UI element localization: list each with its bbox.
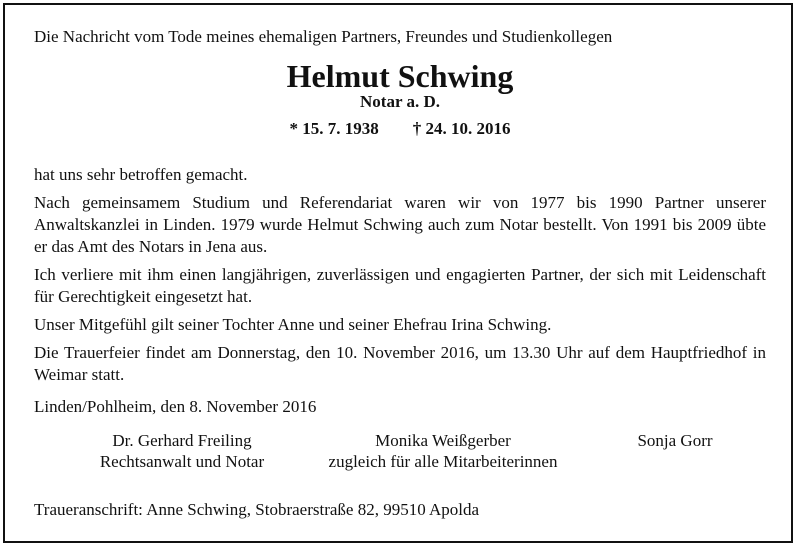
paragraph: hat uns sehr betroffen gemacht. [34, 165, 248, 184]
paragraph: Nach gemeinsamem Studium und Referendariat waren wir von 1977 bis 1990 Partner unserer Anwaltskanzlei in Linden. 1979 wurde Helmut Schwing auch zum Notar bestellt. Von 1991 bis 2009 übte er das Amt des Notars in Jena aus. [34, 193, 766, 256]
paragraph: Ich verliere mit ihm einen langjährigen, zuverlässigen und engagierten Partner, der sich mit Leidenschaft für Gerechtigkeit eingesetzt hat. [34, 265, 766, 306]
paragraph: Unser Mitgefühl gilt seiner Tochter Anne und seiner Ehefrau Irina Schwing. [34, 315, 552, 334]
signatory-role: Rechtsanwalt und Notar [99, 452, 265, 471]
deceased-title: Notar a. D. [360, 92, 440, 111]
mourning-address: Traueranschrift: Anne Schwing, Stobraerstraße 82, 99510 Apolda [34, 500, 480, 519]
intro-text: Die Nachricht vom Tode meines ehemaligen Partners, Freundes und Studienkollegen [34, 27, 613, 46]
notice-body [34, 164, 766, 392]
signatory [82, 430, 282, 472]
birth-date: * 15. 7. 1938 [289, 119, 379, 138]
deceased-name: Helmut Schwing [286, 58, 514, 94]
place-and-date: Linden/Pohlheim, den 8. November 2016 [34, 397, 317, 416]
signatory [308, 430, 578, 472]
signatory-name: Sonja Gorr [637, 431, 713, 450]
signatory-name: Monika Weißgerber [375, 431, 511, 450]
death-date: † 24. 10. 2016 [412, 119, 511, 138]
paragraph: Die Trauerfeier findet am Donnerstag, den 10. November 2016, um 13.30 Uhr auf dem Hauptfriedhof in Weimar statt. [34, 343, 766, 384]
signatory-role: zugleich für alle Mitarbeiterinnen [328, 452, 558, 471]
life-dates [0, 118, 800, 140]
signatory-name: Dr. Gerhard Freiling [112, 431, 252, 450]
signatory [615, 430, 735, 451]
